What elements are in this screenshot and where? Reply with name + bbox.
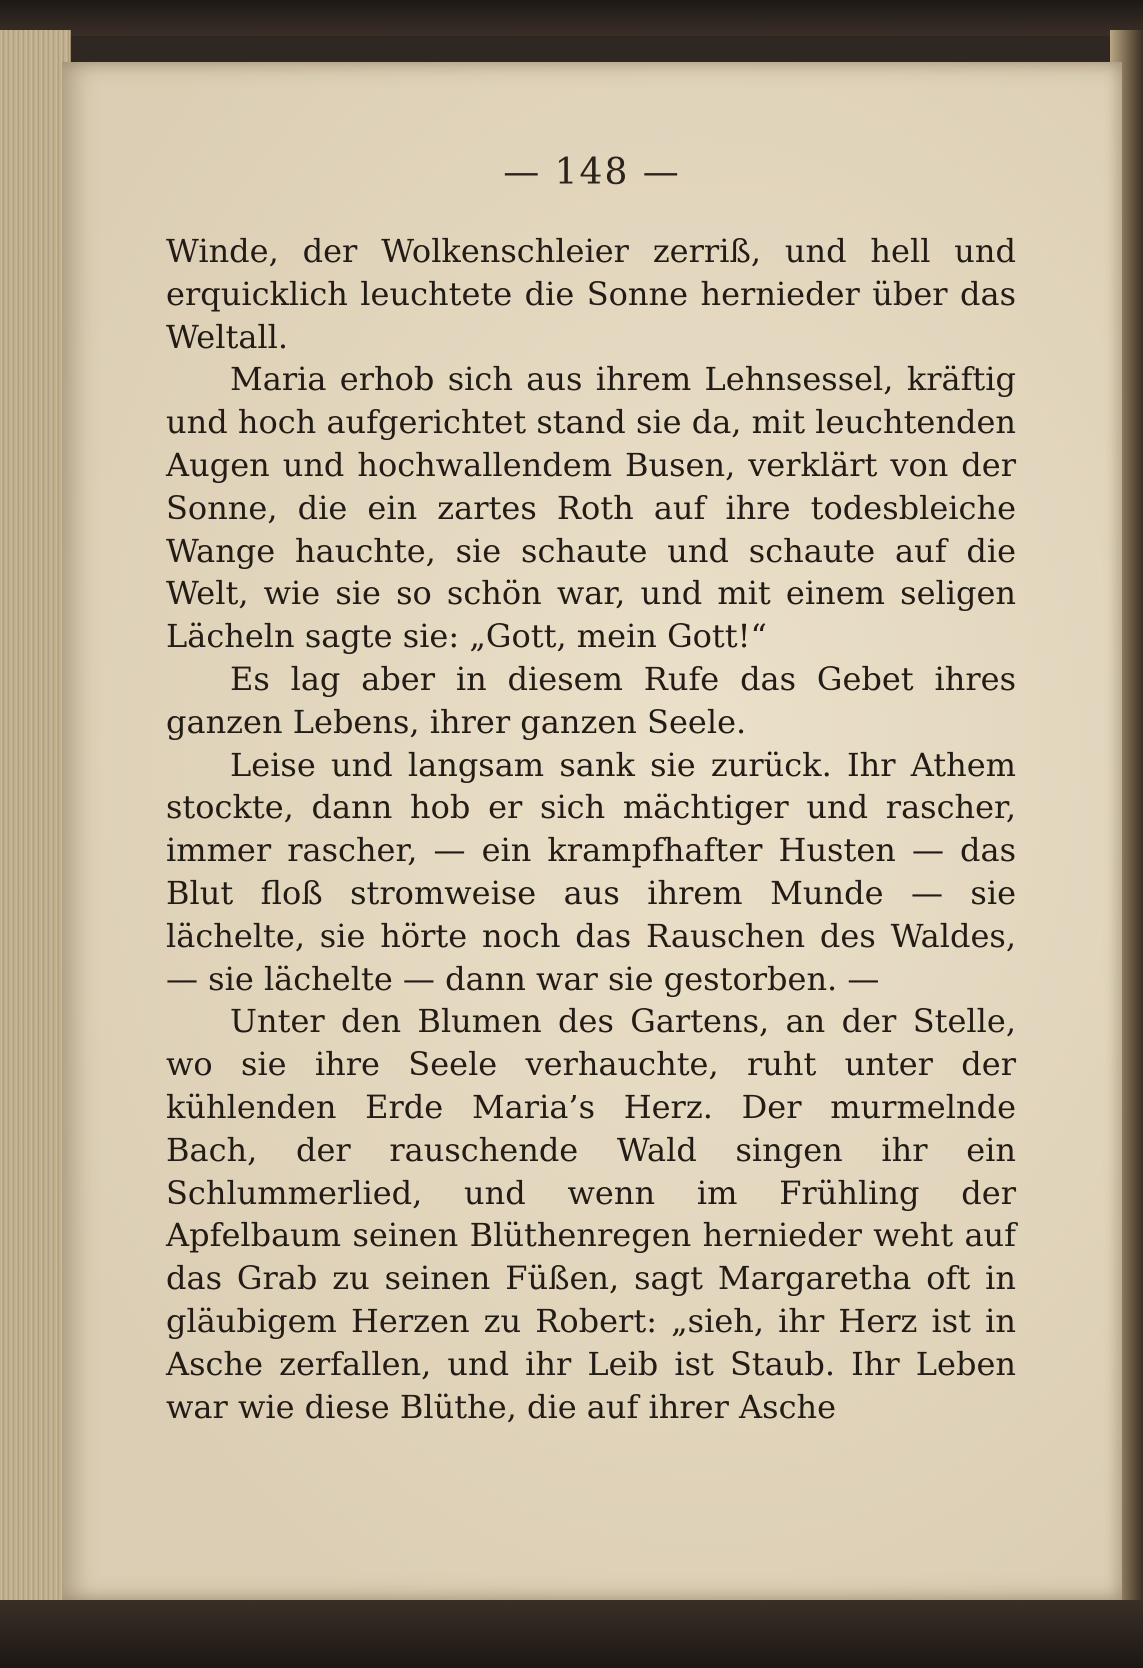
paragraph-maria-rises: Maria erhob sich aus ihrem Lehnsessel, kräftig und hoch aufgerichtet stand sie da, mit leuchtenden Augen und hochwallendem Busen, verklärt von der Sonne, die ein zartes Roth auf ihre todesbleiche Wange hauchte, sie schaute und schaute auf die Welt, wie sie so schön war, und mit einem seligen Lächeln sagte sie: „Gott, mein Gott!“ (166, 360, 1016, 656)
paragraph-grave: Unter den Blumen des Gartens, an der Stelle, wo sie ihre Seele verhauchte, ruht unter der kühlenden Erde Maria’s Herz. Der murmelnde Bach, der rauschende Wald singen ihr ein Schlummerlied, und wenn im Frühling der Apfelbaum seinen Blüthenregen hernieder weht auf das Grab zu seinen Füßen, sagt Margaretha oft in gläubigem Herzen zu Robert: „sieh, ihr Herz ist in Asche zerfallen, und ihr Leib ist Staub. Ihr Leben war wie diese Blüthe, die auf ihrer Asche (166, 1002, 1016, 1426)
paragraph-prayer: Es lag aber in diesem Rufe das Gebet ihres ganzen Lebens, ihrer ganzen Seele. (166, 659, 1016, 741)
paragraph-continuation: Winde, der Wolkenschleier zerriß, und hell und erquicklich leuchtete die Sonne hernieder über das Weltall. (166, 232, 1016, 356)
page-number: — 148 — (503, 152, 681, 193)
book-cover-bottom-edge (0, 1600, 1143, 1668)
stacked-page-edges (0, 30, 71, 1610)
book-cover-top-edge (0, 0, 1143, 36)
page-body-text (166, 230, 1016, 1428)
book-page (62, 62, 1122, 1600)
paragraph-death: Leise und langsam sank sie zurück. Ihr Athem stockte, dann hob er sich mächtiger und rascher, immer rascher, — ein krampfhafter Husten — das Blut floß stromweise aus ihrem Munde — sie lächelte, sie hörte noch das Rauschen des Waldes, — sie lächelte — dann war sie gestorben. — (166, 745, 1016, 998)
